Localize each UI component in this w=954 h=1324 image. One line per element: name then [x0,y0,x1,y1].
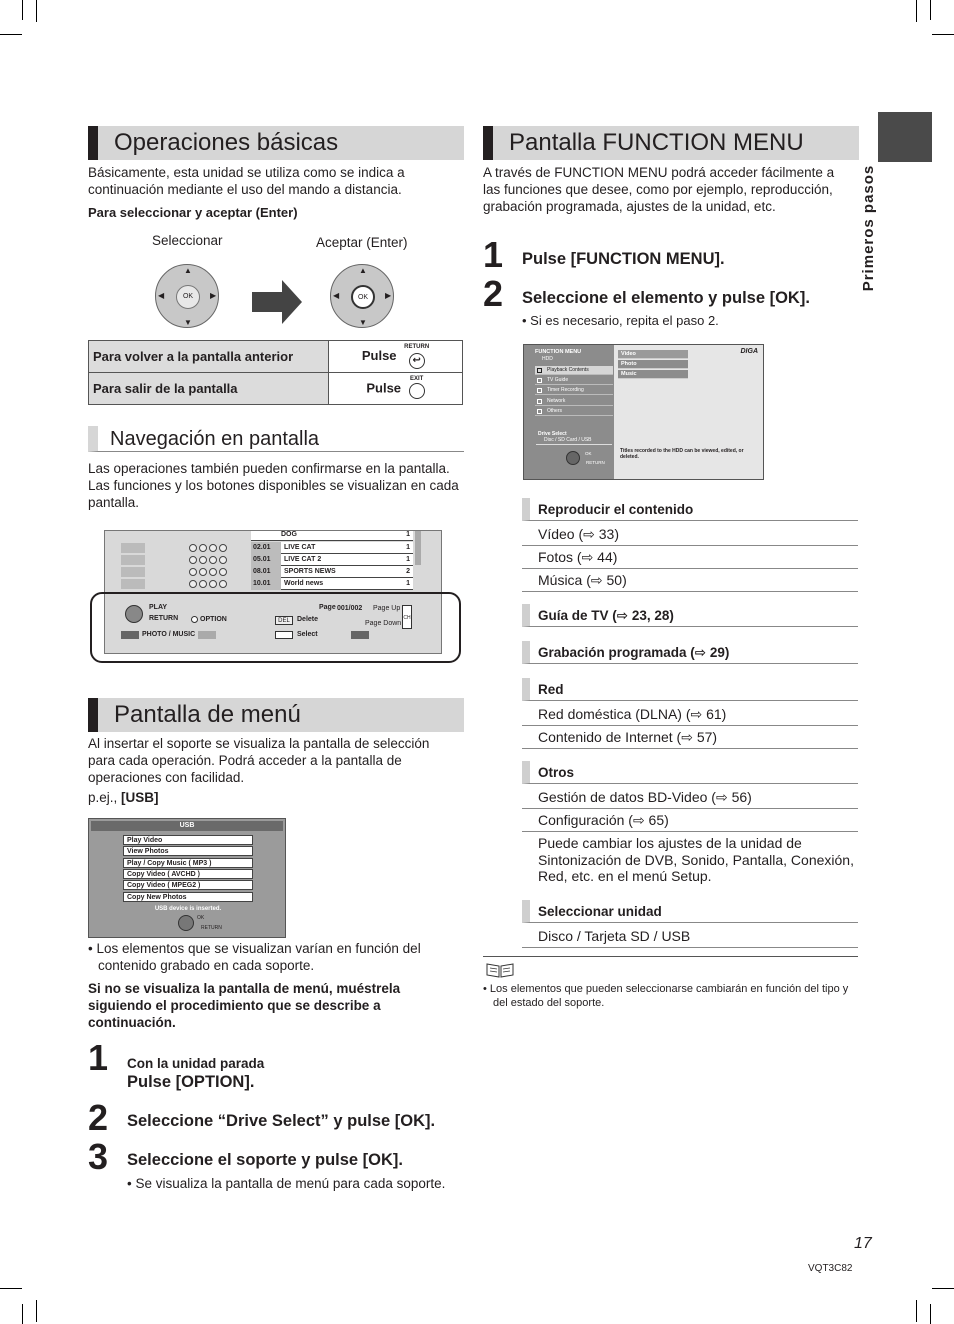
section-title-menu: Pantalla de menú [88,698,464,732]
side-tab-label: Primeros pasos [860,164,877,292]
menu-group-heading: Grabación programada (⇨ 29) [522,641,858,664]
key-row-action [329,373,463,405]
table-row[interactable] [105,578,413,590]
menu-group-item: Red doméstica (DLNA) (⇨ 61) [522,703,858,726]
usb-menu-item[interactable]: Play / Copy Music ( MP3 ) [123,858,253,868]
crop-mark [932,1288,954,1289]
page-value: 001/002 [337,605,363,612]
menu-example [88,789,159,806]
ch-key-icon[interactable]: CH [402,605,412,629]
crop-mark [932,34,954,35]
ok-label: OK [585,451,592,456]
exit-key-label: EXIT [409,375,424,382]
function-menu-note: • Los elementos que pueden seleccionarse cambiarán en función del tipo y del estado del soporte. [483,983,849,1009]
fm-submenu-item[interactable]: Music [618,370,688,379]
status-icon [209,568,217,576]
row-title: DOG [281,531,297,538]
usb-screen [88,818,286,938]
operaciones-intro: Básicamente, esta unidad se utiliza como se indica a continuación mediante el uso del mando a distancia. [88,165,405,197]
key-row-label: Para salir de la pantalla [89,373,329,405]
step-note-text: Si es necesario, repita el paso 2. [530,313,719,328]
status-icon [209,580,217,588]
menu-bullet: • Los elementos que se visualizan varían en función del contenido grabado en cada soporte. [88,941,421,973]
usb-menu-item[interactable]: Copy Video ( AVCHD ) [123,869,253,879]
exit-key-icon [409,376,425,402]
arrow-down-icon: ▼ [184,318,192,327]
menu-group-heading: Guía de TV (⇨ 23, 28) [522,604,858,627]
fm-right-panel [614,345,764,480]
usb-header: USB [91,821,283,831]
top-partial-row [251,531,413,541]
fm-item-label: Timer Recording [547,387,584,394]
play-label: PLAY [149,604,168,611]
fm-menu-item[interactable] [535,386,613,395]
key-row-return [89,341,463,373]
fm-submenu-item[interactable]: Photo [618,360,688,369]
crop-mark [930,1304,931,1324]
crop-mark [36,1300,37,1322]
side-tab-block [878,112,932,162]
thumbnail-icon [121,567,145,577]
menu-group-heading: Otros [522,761,858,784]
menu-group-item: Configuración (⇨ 65) [522,809,858,832]
photo-music-label: PHOTO / MUSIC [142,631,196,638]
row-count: 1 [406,544,410,551]
arrow-up-icon: ▲ [184,266,192,275]
step-number: 1 [88,1037,109,1078]
row-title: LIVE CAT [281,542,413,554]
step-number: 3 [88,1136,109,1177]
row-title: SPORTS NEWS [281,566,413,578]
status-icon [209,544,217,552]
del-key-icon[interactable]: DEL [275,616,293,625]
select-label: Select [297,631,318,638]
return-label: RETURN [149,615,179,622]
fm-item-icon [537,399,542,404]
step-pre: Con la unidad parada [127,1056,265,1071]
nav-pad-icon [178,915,194,931]
crop-mark [916,1300,917,1322]
page-label: Page [319,604,336,611]
row-count: 1 [406,580,410,587]
step-note-text: Se visualiza la pantalla de menú para cada soporte. [135,1176,446,1191]
fm-item-label: Network [547,397,566,404]
section-title-navegacion: Navegación en pantalla [88,426,464,452]
ok-button-icon: OK [351,285,375,309]
fm-drive-select-label: Drive Select [538,431,567,437]
menu-group-heading: Red [522,678,858,701]
step-text: Seleccione “Drive Select” y pulse [OK]. [127,1112,436,1130]
diga-logo: DIGA [740,348,758,355]
ok-label: OK [197,915,205,921]
fm-left-panel [524,345,614,480]
row-count: 1 [406,531,410,538]
status-icon [209,556,217,564]
menu-group-item: Fotos (⇨ 44) [522,546,858,569]
select-label: Seleccionar [152,233,223,248]
status-icon [199,568,207,576]
fm-menu-item[interactable] [535,407,613,416]
step-text: Pulse [OPTION]. [127,1073,255,1091]
menu-group-item: Disco / Tarjeta SD / USB [522,925,858,948]
return-label: RETURN [586,460,605,465]
arrow-up-icon: ▲ [359,266,367,275]
arrow-left-icon: ◀ [333,291,340,300]
return-key-label: RETURN [404,344,430,350]
arrow-right-icon [252,280,304,324]
status-icon [189,580,197,588]
row-title: LIVE CAT 2 [281,554,413,566]
option-label: OPTION [200,616,227,623]
step-text: Pulse [FUNCTION MENU]. [522,250,725,268]
status-icon [189,568,197,576]
crop-mark [930,0,931,20]
fm-item-icon [537,368,542,373]
arrow-left-icon: ◀ [158,291,165,300]
key-row-action [329,341,463,373]
step-note: • Se visualiza la pantalla de menú para cada soporte. [127,1176,446,1191]
function-menu-groups [522,498,858,958]
nav-pad-icon [566,451,580,465]
step-text: Seleccione el elemento y pulse [OK]. [522,289,810,307]
key-row-label: Para volver a la pantalla anterior [89,341,329,373]
usb-menu-item[interactable]: Play Video [123,835,253,845]
note-text: Los elementos que pueden seleccionarse cambiarán en función del tipo y del estado del soporte. [489,983,849,1009]
remote-select-pad [155,264,219,328]
remote-enter-pad [330,264,394,328]
thumbnail-icon [121,579,145,589]
crop-mark [22,0,23,20]
menu-text: Al insertar el soporte se visualiza la pantalla de selección para cada operación. Podrá acceder a la pantalla de operaciones con facilidad. [88,736,430,785]
menu-group-item: Vídeo (⇨ 33) [522,523,858,546]
status-icon [199,580,207,588]
fm-menu-item[interactable] [535,397,613,406]
status-icon [219,556,227,564]
fm-drive-value[interactable]: Disc / SD Card / USB [536,437,612,445]
pulse-text: Pulse [366,379,402,395]
thumbnail-icon [121,543,145,553]
arrow-right-icon: ▶ [385,291,392,300]
row-date: 08.01 [251,566,281,578]
row-date: 05.01 [251,554,281,566]
crop-mark [22,1304,23,1324]
fm-item-label: Others [547,407,563,414]
step-number: 2 [483,273,504,314]
example-prefix: p.ej., [88,790,122,805]
row-date: 02.01 [251,542,281,554]
menu-group-item: Música (⇨ 50) [522,569,858,592]
controls-highlight-outline [90,592,461,663]
navegacion-text: Las operaciones también pueden confirmarse en la pantalla. Las funciones y los botones disponibles se visualizan en cada pantalla. [88,461,459,510]
step-note: • Si es necesario, repita el paso 2. [522,313,719,328]
function-menu-screen [523,344,764,480]
fm-item-icon [537,409,542,414]
menu-warning: Si no se visualiza la pantalla de menú, muéstrela siguiendo el procedimiento que se describe a continuación. [88,981,401,1030]
row-title: World news [281,578,413,590]
menu-group-heading: Reproducir el contenido [522,498,858,521]
menu-group-item: Gestión de datos BD-Video (⇨ 56) [522,786,858,809]
step-number: 1 [483,234,504,275]
fm-item-label: Playback Contents [547,367,589,373]
row-date: 10.01 [251,578,281,590]
crop-mark [0,34,22,35]
crop-mark [916,0,917,22]
fm-menu-item[interactable] [535,376,613,385]
page-up-label: Page Up [373,605,401,612]
key-row-exit [89,373,463,405]
table-row[interactable] [105,566,413,578]
usb-menu-item[interactable]: View Photos [123,846,253,856]
key-table [88,340,463,405]
menu-group-item: Puede cambiar los ajustes de la unidad de Sintonización de DVB, Sonido, Pantalla, Conexión, Red, etc. en el menú Setup. [538,835,854,884]
step-number: 2 [88,1097,109,1138]
crop-mark [36,0,37,22]
usb-status: USB device is inserted. [154,906,222,912]
fm-description: Titles recorded to the HDD can be viewed, edited, or deleted. [620,448,744,460]
page-down-label: Page Down [365,620,402,627]
row-count: 1 [406,556,410,563]
fm-header: FUNCTION MENU [535,349,582,355]
fm-submenu-item[interactable]: Video [618,350,688,359]
book-icon [486,962,514,978]
menu-group-item: Contenido de Internet (⇨ 57) [522,726,858,749]
return-key-icon: RETURN ↩ [404,344,429,369]
status-icon [189,556,197,564]
table-row[interactable] [105,542,413,554]
scroll-bar[interactable] [415,531,421,565]
fm-item-icon [537,388,542,393]
note-divider [483,956,858,957]
table-row[interactable] [105,554,413,566]
ok-button-icon: OK [176,285,200,309]
page-number: 17 [854,1235,872,1252]
usb-menu-item[interactable]: Copy New Photos [123,892,253,902]
fm-item-icon [537,378,542,383]
accept-label: Aceptar (Enter) [316,235,408,250]
status-icon [199,556,207,564]
function-menu-intro: A través de FUNCTION MENU podrá acceder fácilmente a las funciones que desee, como por ejemplo, reproducción, grabación programada, ajustes de la unidad, etc. [483,165,835,214]
arrow-right-icon: ▶ [210,291,217,300]
usb-menu-item[interactable]: Copy Video ( MPEG2 ) [123,880,253,890]
status-icon [219,568,227,576]
fm-menu-item[interactable] [535,366,613,375]
status-icon [219,544,227,552]
fm-item-label: TV Guide [547,377,569,384]
document-code: VQT3C82 [808,1263,853,1274]
menu-bullet-text: Los elementos que se visualizan varían en función del contenido grabado en cada soporte. [96,941,421,973]
row-count: 2 [406,568,410,575]
delete-label: Delete [297,616,319,623]
crop-mark [0,1288,22,1289]
section-title-operaciones: Operaciones básicas [88,126,464,160]
step-text: Seleccione el soporte y pulse [OK]. [127,1151,403,1169]
example-value: [USB] [121,790,159,805]
status-icon [189,544,197,552]
pulse-text: Pulse [361,347,397,363]
thumbnail-icon [121,555,145,565]
status-icon [199,544,207,552]
arrow-down-icon: ▼ [359,318,367,327]
return-label: RETURN [201,925,222,931]
status-icon [219,580,227,588]
fm-hdd-label: HDD [542,356,553,362]
section-title-function-menu: Pantalla FUNCTION MENU [483,126,859,160]
enter-heading: Para seleccionar y aceptar (Enter) [88,205,298,220]
menu-group-heading: Seleccionar unidad [522,900,858,923]
